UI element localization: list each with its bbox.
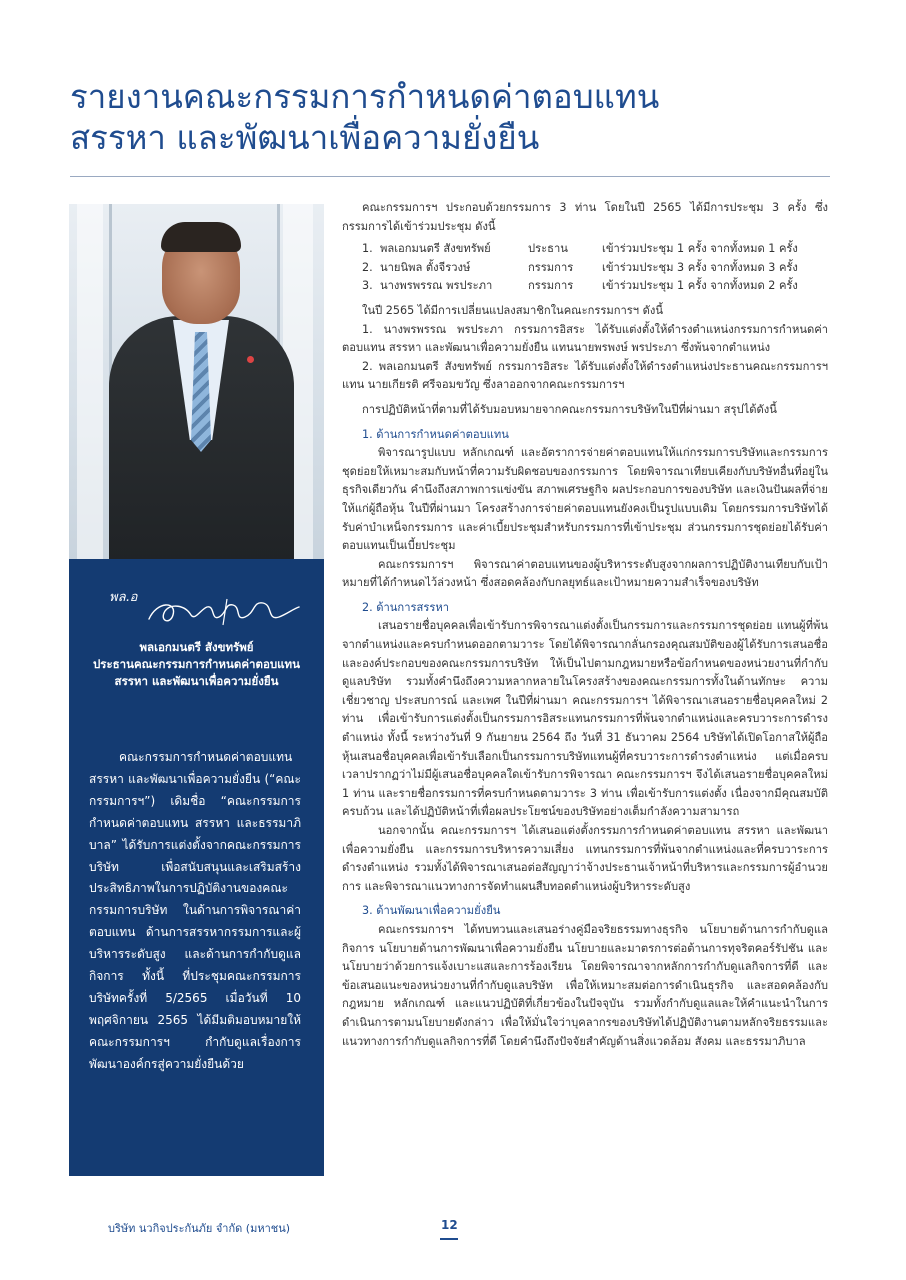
member-row: 3. นางพรพรรณ พรประภา กรรมการ เข้าร่วมประชุม 1 ครั้ง จากทั้งหมด 2 ครั้ง — [362, 279, 798, 293]
chairman-position-line-2: สรรหา และพัฒนาเพื่อความยั่งยืน — [114, 674, 279, 688]
signature-prefix: พล.อ — [109, 590, 138, 605]
page-title — [70, 76, 850, 158]
member-row: 2. นายนิพล ตั้งจีรวงษ์ กรรมการ เข้าร่วมประชุม 3 ครั้ง จากทั้งหมด 3 ครั้ง — [362, 260, 798, 274]
committee-description: คณะกรรมการกำหนดค่าตอบแทน สรรหา และพัฒนาเพื่อความยั่งยืน (“คณะกรรมการฯ”) เดิมชื่อ “คณะกรรมการกำหนดค่าตอบแทน สรรหา และธรรมาภิบาล” ได้รับการแต่งตั้งจากคณะกรรมการบริษัท เพื่อสนับสนุนและเสริมสร้างประสิทธิภาพในการปฏิบัติงานของคณะกรรมการบริษัท ในด้านการพิจารณาค่าตอบแทน ด้านการสรรหากรรมการและผู้บริหารระดับสูง และด้านการกำกับดูแลกิจการ ทั้งนี้ ที่ประชุมคณะกรรมการบริษัทครั้งที่ 5/2565 เมื่อวันที่ 10 พฤศจิกายน 2565 ได้มีมติมอบหมายให้คณะกรรมการฯ กำกับดูแลเรื่องการพัฒนาองค์กรสู่ความยั่งยืนด้วย — [89, 750, 301, 1071]
intro-paragraph: คณะกรรมการฯ ประกอบด้วยกรรมการ 3 ท่าน โดยในปี 2565 ได้มีการประชุม 3 ครั้ง ซึ่งกรรมการได้เข้าร่วมประชุม ดังนี้ — [342, 201, 828, 233]
section-heading-nomination: 2. ด้านการสรรหา — [362, 600, 449, 614]
signature-icon — [107, 595, 307, 631]
page-title-line-1: รายงานคณะกรรมการกำหนดค่าตอบแทน — [70, 77, 660, 116]
section-paragraph: คณะกรรมการฯ ได้ทบทวนและเสนอร่างคู่มือจริยธรรมทางธุรกิจ นโยบายด้านการกำกับดูแลกิจการ นโยบายด้านการพัฒนาเพื่อความยั่งยืน นโยบายและมาตรการต่อต้านการทุจริตคอร์รัปชัน และนโยบายว่าด้วยการแจ้งเบาะแสและการร้องเรียน โดยพิจารณาจากหลักการกำกับดูแลกิจการที่ดี และข้อเสนอแนะของหน่วยงานที่กำกับดูแลบริษัท เพื่อให้เหมาะสมต่อการดำเนินธุรกิจ และสอดคล้องกับกฎหมาย หลักเกณฑ์ และแนวปฏิบัติที่เกี่ยวข้องในปัจจุบัน รวมทั้งกำกับดูแลและให้คำแนะนำในการดำเนินการตามนโยบายดังกล่าว เพื่อให้มั่นใจว่าบุคลากรของบริษัทได้ปฏิบัติงานตามหลักจริยธรรมและแนวทางการกำกับดูแลกิจการที่ดี โดยคำนึงถึงปัจจัยสำคัญด้านสิ่งแวดล้อม สังคม และธรรมาภิบาล — [342, 922, 828, 1048]
change-item: 2. พลเอกมนตรี สังขทรัพย์ กรรมการอิสระ ได้รับแต่งตั้งให้ดำรงตำแหน่งประธานคณะกรรมการฯ แทน นายเกียรติ ศรีจอมขวัญ ซึ่งลาออกจากคณะกรรมการฯ — [342, 359, 828, 392]
footer-company: บริษัท นวกิจประกันภัย จำกัด (มหาชน) — [108, 1222, 291, 1235]
section-paragraph: นอกจากนั้น คณะกรรมการฯ ได้เสนอแต่งตั้งกรรมการกำหนดค่าตอบแทน สรรหา และพัฒนาเพื่อความยั่งยืน และกรรมการบริหารความเสี่ยง แทนกรรมการที่พ้นจากตำแหน่งและที่ครบวาระการดำรงตำแหน่ง รวมทั้งได้พิจารณาเสนอต่อสัญญาว่าจ้างประธานเจ้าหน้าที่บริหารและกรรมการผู้อำนวยการ และพิจารณาแนวทางการจัดทำแผนสืบทอดตำแหน่งผู้บริหารระดับสูง — [342, 824, 828, 893]
page-number-underline — [440, 1238, 458, 1240]
summary-intro: การปฏิบัติหน้าที่ตามที่ได้รับมอบหมายจากคณะกรรมการบริษัทในปีที่ผ่านมา สรุปได้ดังนี้ — [362, 402, 777, 416]
section-paragraph: เสนอรายชื่อบุคคลเพื่อเข้ารับการพิจารณาแต่งตั้งเป็นกรรมการและกรรมการชุดย่อย แทนผู้ที่พ้นจากตำแหน่งและครบกำหนดออกตามวาระ โดยได้พิจารณากลั่นกรองคุณสมบัติของผู้ได้รับการเสนอชื่อ และองค์ประกอบของคณะกรรมการบริษัท ให้เป็นไปตามกฎหมายหรือข้อกำหนดของหน่วยงานที่กำกับดูแลบริษัท รวมทั้งคำนึงถึงความหลากหลายในโครงสร้างของคณะกรรมการทั้งในด้านทักษะ ความเชี่ยวชาญ ประสบการณ์ และเพศ ในปีที่ผ่านมา คณะกรรมการฯ ได้พิจารณาเสนอรายชื่อบุคคลใหม่ 2 ท่าน เพื่อเข้ารับการแต่งตั้งเป็นกรรมการอิสระแทนกรรมการที่พ้นจากตำแหน่งและครบวาระการดำรงตำแหน่ง ทั้งนี้ ระหว่างวันที่ 9 กันยายน 2564 ถึง วันที่ 31 ธันวาคม 2564 บริษัทได้เปิดโอกาสให้ผู้ถือหุ้นเสนอชื่อบุคคลเพื่อเข้ารับเลือกเป็นกรรมการบริษัทแทนผู้ที่ครบวาระการดำรงตำแหน่ง แต่เมื่อครบเวลาปรากฏว่าไม่มีผู้เสนอชื่อบุคคลใดเข้ารับการพิจารณา คณะกรรมการฯ จึงได้เสนอรายชื่อบุคคลใหม่ 1 ท่าน และรายชื่อกรรมการที่ครบกำหนดตามวาระ 3 ท่าน เพื่อเข้ารับการแต่งตั้ง เนื่องจากมีคุณสมบัติครบถ้วน และได้ปฏิบัติหน้าที่เพื่อผลประโยชน์ของบริษัทอย่างเต็มกำลังความสามารถ — [342, 619, 828, 819]
title-divider — [70, 176, 830, 177]
changes-intro: ในปี 2565 ได้มีการเปลี่ยนแปลงสมาชิกในคณะกรรมการฯ ดังนี้ — [362, 303, 664, 317]
section-heading-remuneration: 1. ด้านการกำหนดค่าตอบแทน — [362, 427, 509, 441]
chairman-photo — [69, 204, 324, 559]
section-paragraph: คณะกรรมการฯ พิจารณาค่าตอบแทนของผู้บริหารระดับสูงจากผลการปฏิบัติงานเทียบกับเป้าหมายที่ได้กำหนดไว้ล่วงหน้า ซึ่งสอดคล้องกับกลยุทธ์และเป้าหมายความสำเร็จของบริษัท — [342, 557, 828, 590]
chairman-position-line-1: ประธานคณะกรรมการกำหนดค่าตอบแทน — [92, 657, 301, 671]
report-body — [342, 199, 828, 1051]
chairman-name: พลเอกมนตรี สังขทรัพย์ — [139, 640, 254, 654]
member-row: 1. พลเอกมนตรี สังขทรัพย์ ประธาน เข้าร่วมประชุม 1 ครั้ง จากทั้งหมด 1 ครั้ง — [362, 242, 798, 256]
section-paragraph: พิจารณารูปแบบ หลักเกณฑ์ และอัตราการจ่ายค่าตอบแทนให้แก่กรรมการบริษัทและกรรมการชุดย่อยให้เหมาะสมกับหน้าที่ความรับผิดชอบของกรรมการ โดยพิจารณาเทียบเคียงกับบริษัทอื่นที่อยู่ในธุรกิจเดียวกัน คำนึงถึงสภาพการแข่งขัน สภาพเศรษฐกิจ ผลประกอบการของบริษัท และเงินปันผลที่จ่ายให้แก่ผู้ถือหุ้น ในปีที่ผ่านมา โครงสร้างการจ่ายค่าตอบแทนยังคงเป็นรูปแบบเดิม โดยกรรมการบริษัทได้รับค่าบำเหน็จกรรมการ และค่าเบี้ยประชุมสำหรับกรรมการที่เข้าประชุม ส่วนกรรมการชุดย่อยได้รับค่าตอบแทนเป็นเบี้ยประชุม — [342, 446, 828, 553]
page-number: 12 — [441, 1218, 458, 1232]
change-item: 1. นางพรพรรณ พรประภา กรรมการอิสระ ได้รับแต่งตั้งให้ดำรงตำแหน่งกรรมการกำหนดค่าตอบแทน สรรหา และพัฒนาเพื่อความยั่งยืน แทนนายพรพงษ์ พรประภา ซึ่งพ้นจากตำแหน่ง — [342, 322, 828, 355]
chairman-panel — [69, 559, 324, 1176]
page-title-line-2: สรรหา และพัฒนาเพื่อความยั่งยืน — [70, 118, 540, 157]
section-heading-sustainability: 3. ด้านพัฒนาเพื่อความยั่งยืน — [362, 904, 501, 918]
